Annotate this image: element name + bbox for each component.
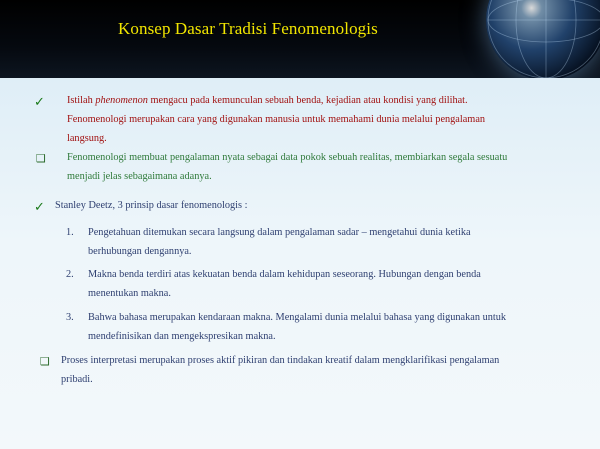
list-item-1 bbox=[88, 223, 588, 261]
list-number-3: 3. bbox=[66, 312, 74, 323]
point-1-line-3: langsung. bbox=[67, 133, 107, 144]
point-1-text-b: mengacu pada kemunculan sebuah benda, kejadian atau kondisi yang dilihat. bbox=[147, 95, 468, 106]
list-number-1: 1. bbox=[66, 227, 74, 238]
list-item-1-line-1: Pengetahuan ditemukan secara langsung dalam pengalaman sadar – mengetahui dunia ketika bbox=[88, 227, 471, 238]
list-item-3-line-1: Bahwa bahasa merupakan kendaraan makna. Mengalami dunia melalui bahasa yang digunakan untuk bbox=[88, 312, 507, 323]
checkbox-icon: ❑ bbox=[36, 152, 46, 165]
point-2 bbox=[67, 148, 587, 186]
point-3-line-1: Stanley Deetz, 3 prinsip dasar fenomenologis : bbox=[55, 200, 248, 211]
checkbox-icon: ❑ bbox=[40, 355, 50, 368]
point-2-line-2: menjadi jelas sebagaimana adanya. bbox=[67, 171, 212, 182]
list-item-3 bbox=[88, 308, 588, 346]
point-4-line-1: Proses interpretasi merupakan proses aktif pikiran dan tindakan kreatif dalam mengklarifikasi pengalaman bbox=[61, 355, 500, 366]
point-1-emphasis: phenomenon bbox=[95, 95, 148, 106]
point-2-line-1: Fenomenologi membuat pengalaman nyata sebagai data pokok sebuah realitas, membiarkan segala sesuatu bbox=[67, 152, 508, 163]
list-item-3-line-2: mendefinisikan dan mengekspresikan makna. bbox=[88, 331, 276, 342]
check-icon: ✓ bbox=[34, 94, 45, 109]
list-item-2-line-2: menentukan makna. bbox=[88, 288, 171, 299]
point-4 bbox=[61, 351, 591, 389]
point-1-line-2: Fenomenologi merupakan cara yang digunakan manusia untuk memahami dunia melalui pengalaman bbox=[67, 114, 486, 125]
point-3 bbox=[55, 196, 575, 215]
list-number-2: 2. bbox=[66, 269, 74, 280]
point-1 bbox=[67, 91, 587, 148]
list-item-2-line-1: Makna benda terdiri atas kekuatan benda dalam kehidupan seseorang. Hubungan dengan benda bbox=[88, 269, 481, 280]
point-1-text-a: Istilah bbox=[67, 95, 96, 106]
slide-title: Konsep Dasar Tradisi Fenomenologis bbox=[118, 19, 378, 38]
point-4-line-2: pribadi. bbox=[61, 374, 93, 385]
list-item-2 bbox=[88, 265, 588, 303]
list-item-1-line-2: berhubungan dengannya. bbox=[88, 246, 192, 257]
check-icon: ✓ bbox=[34, 199, 45, 214]
point-1-line-1 bbox=[67, 91, 587, 110]
